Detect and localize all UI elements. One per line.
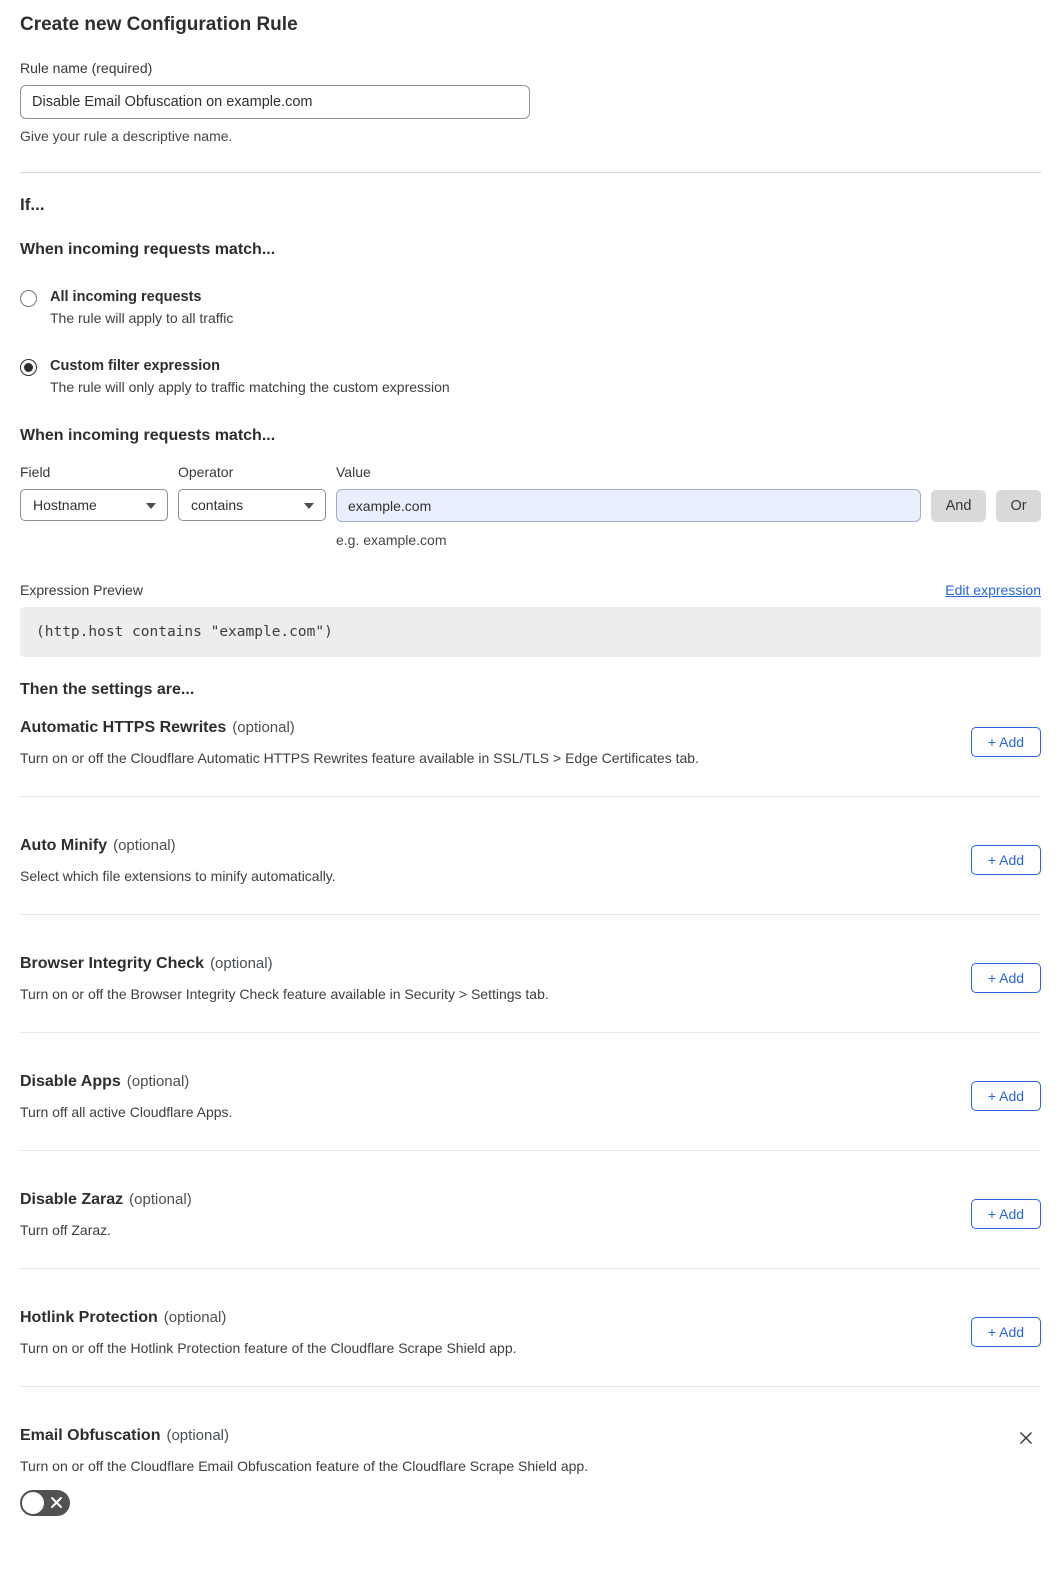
setting-section-automatic-https-rewrites — [20, 699, 1041, 797]
close-icon — [1018, 1430, 1034, 1446]
operator-select[interactable] — [178, 489, 326, 521]
radio-description: The rule will apply to all traffic — [50, 310, 234, 326]
setting-optional-label: (optional) — [210, 955, 273, 972]
rule-name-label: Rule name (required) — [20, 60, 153, 76]
edit-expression-link[interactable]: Edit expression — [945, 582, 1041, 598]
operator-select-value: contains — [191, 497, 244, 513]
expression-preview-code: (http.host contains "example.com") — [20, 607, 1041, 657]
setting-name: Auto Minify — [20, 837, 108, 854]
remove-email-obfuscation-button[interactable] — [1017, 1429, 1035, 1447]
radio-option-all-incoming-requests[interactable] — [20, 289, 1041, 326]
setting-name: Hotlink Protection — [20, 1309, 158, 1326]
setting-section-disable-apps — [20, 1033, 1041, 1151]
setting-description: Turn on or off the Browser Integrity Check feature available in Security > Settings tab. — [20, 986, 549, 1002]
setting-description: Turn off all active Cloudflare Apps. — [20, 1104, 233, 1120]
field-select[interactable] — [20, 489, 168, 521]
setting-description: Turn on or off the Cloudflare Automatic HTTPS Rewrites feature available in SSL/TLS > Edge Certificates tab. — [20, 750, 699, 766]
radio-checked-icon[interactable] — [20, 359, 37, 376]
expression-preview-block — [20, 582, 1041, 657]
add-browser-integrity-check-button[interactable]: + Add — [971, 963, 1041, 993]
value-label: Value — [336, 464, 371, 480]
if-heading: If... — [20, 195, 45, 214]
add-auto-minify-button[interactable]: + Add — [971, 845, 1041, 875]
add-disable-apps-button[interactable]: + Add — [971, 1081, 1041, 1111]
setting-optional-label: (optional) — [113, 837, 176, 854]
value-hint: e.g. example.com — [336, 532, 447, 548]
value-column — [336, 464, 921, 548]
setting-section-auto-minify — [20, 797, 1041, 915]
value-input[interactable] — [336, 489, 921, 522]
setting-description: Select which file extensions to minify automatically. — [20, 868, 336, 884]
radio-label: Custom filter expression — [50, 358, 221, 374]
radio-option-custom-filter-expression[interactable] — [20, 358, 1041, 395]
field-label: Field — [20, 464, 51, 480]
radio-unchecked-icon[interactable] — [20, 290, 37, 307]
radio-label: All incoming requests — [50, 289, 202, 305]
setting-name: Disable Apps — [20, 1073, 121, 1090]
field-column — [20, 464, 168, 521]
operator-label: Operator — [178, 464, 234, 480]
expression-builder-row — [20, 464, 1041, 548]
request-match-radio-group — [20, 289, 1041, 395]
rule-name-block — [20, 60, 1041, 144]
setting-section-hotlink-protection — [20, 1269, 1041, 1387]
andor-group — [931, 464, 1041, 522]
builder-heading: When incoming requests match... — [20, 427, 276, 444]
setting-optional-label: (optional) — [166, 1427, 230, 1444]
chevron-down-icon — [304, 503, 314, 509]
rule-name-input[interactable] — [20, 85, 530, 119]
email-obfuscation-toggle[interactable] — [20, 1490, 70, 1516]
field-select-value: Hostname — [33, 497, 97, 513]
page-title: Create new Configuration Rule — [20, 14, 298, 35]
section-divider — [20, 172, 1041, 173]
and-button[interactable]: And — [931, 490, 986, 522]
chevron-down-icon — [146, 503, 156, 509]
expression-preview-label: Expression Preview — [20, 582, 143, 598]
toggle-off-x-icon — [50, 1496, 63, 1509]
then-settings-heading: Then the settings are... — [20, 681, 195, 698]
match-heading: When incoming requests match... — [20, 241, 276, 258]
setting-description: Turn off Zaraz. — [20, 1222, 112, 1238]
add-disable-zaraz-button[interactable]: + Add — [971, 1199, 1041, 1229]
add-automatic-https-rewrites-button[interactable]: + Add — [971, 727, 1041, 757]
setting-section-email-obfuscation — [20, 1387, 1041, 1546]
setting-name: Automatic HTTPS Rewrites — [20, 719, 227, 736]
setting-optional-label: (optional) — [232, 719, 295, 736]
setting-name: Email Obfuscation — [20, 1427, 161, 1444]
rule-name-help: Give your rule a descriptive name. — [20, 128, 233, 144]
setting-description: Turn on or off the Hotlink Protection feature of the Cloudflare Scrape Shield app. — [20, 1340, 517, 1356]
setting-section-browser-integrity-check — [20, 915, 1041, 1033]
radio-description: The rule will only apply to traffic matching the custom expression — [50, 379, 450, 395]
setting-name: Disable Zaraz — [20, 1191, 124, 1208]
setting-section-disable-zaraz — [20, 1151, 1041, 1269]
setting-optional-label: (optional) — [129, 1191, 192, 1208]
add-hotlink-protection-button[interactable]: + Add — [971, 1317, 1041, 1347]
setting-optional-label: (optional) — [126, 1073, 190, 1090]
toggle-knob — [22, 1492, 44, 1514]
setting-name: Browser Integrity Check — [20, 955, 205, 972]
operator-column — [178, 464, 326, 521]
or-button[interactable]: Or — [996, 490, 1041, 522]
setting-description: Turn on or off the Cloudflare Email Obfuscation feature of the Cloudflare Scrape Shield app. — [20, 1458, 589, 1474]
setting-optional-label: (optional) — [163, 1309, 227, 1326]
